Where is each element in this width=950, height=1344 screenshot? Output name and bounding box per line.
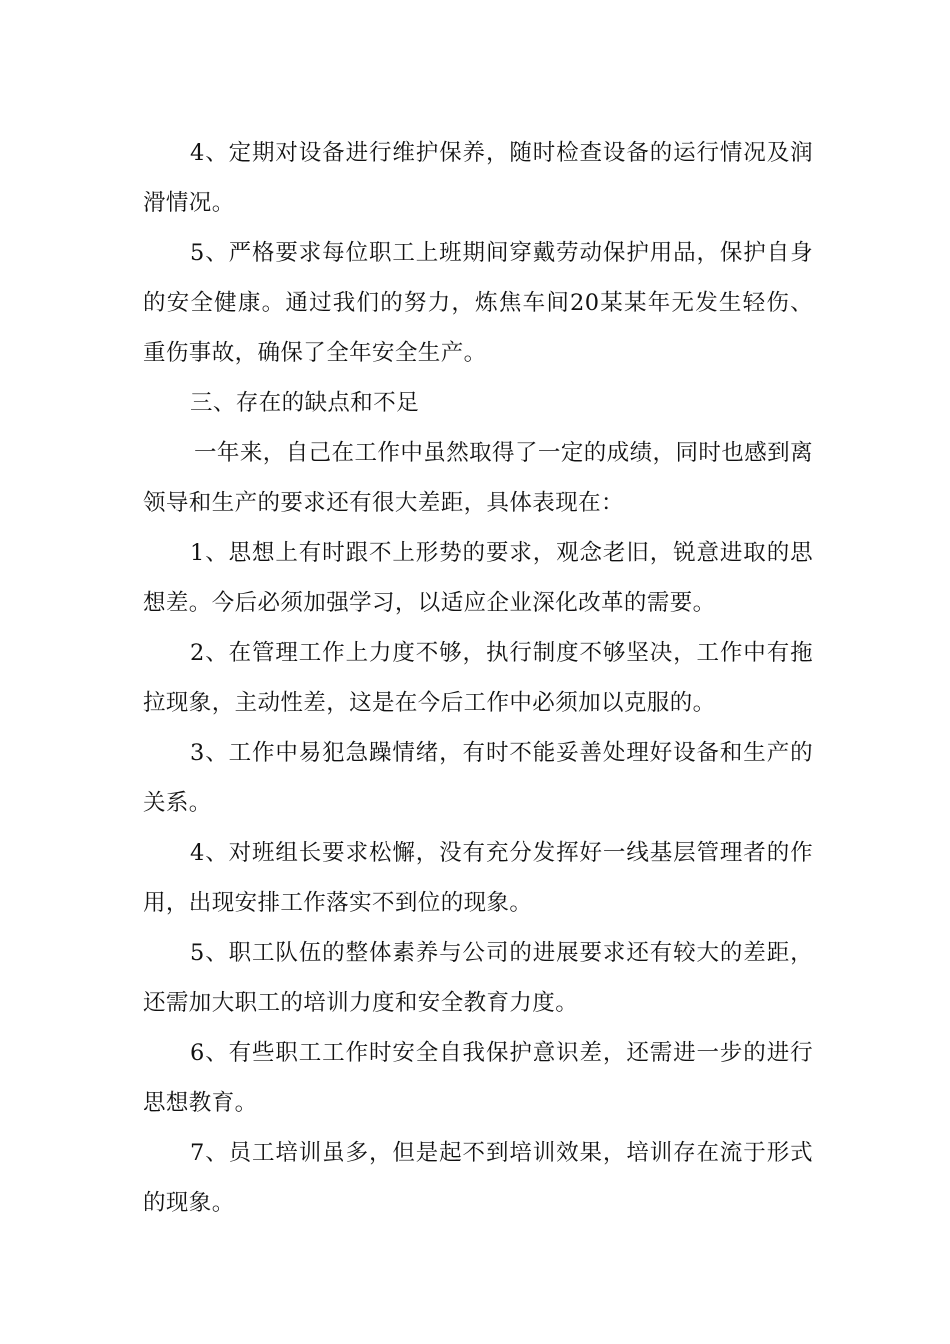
paragraph-item-2: 2、在管理工作上力度不够，执行制度不够坚决，工作中有拖拉现象，主动性差，这是在今后工作中必须加以克服的。 <box>143 640 813 716</box>
paragraph-item-4: 4、对班组长要求松懈，没有充分发挥好一线基层管理者的作用，出现安排工作落实不到位的现象。 <box>143 840 813 916</box>
paragraph-protective-equipment: 5、严格要求每位职工上班期间穿戴劳动保护用品，保护自身的安全健康。通过我们的努力，炼焦车间20某某年无发生轻伤、重伤事故，确保了全年安全生产。 <box>143 240 813 366</box>
paragraph-equipment-maintenance: 4、定期对设备进行维护保养，随时检查设备的运行情况及润滑情况。 <box>143 140 813 216</box>
paragraph-item-3: 3、工作中易犯急躁情绪，有时不能妥善处理好设备和生产的关系。 <box>143 740 813 816</box>
document-body <box>143 128 813 1228</box>
paragraph-item-1: 1、思想上有时跟不上形势的要求，观念老旧，锐意进取的思想差。今后必须加强学习，以适应企业深化改革的需要。 <box>143 540 813 616</box>
paragraph-item-5: 5、职工队伍的整体素养与公司的进展要求还有较大的差距，还需加大职工的培训力度和安全教育力度。 <box>143 940 813 1016</box>
paragraph-year-summary: 一年来，自己在工作中虽然取得了一定的成绩，同时也感到离领导和生产的要求还有很大差距，具体表现在： <box>143 440 813 516</box>
paragraph-item-7: 7、员工培训虽多，但是起不到培训效果，培训存在流于形式的现象。 <box>143 1140 813 1216</box>
paragraph-item-6: 6、有些职工工作时安全自我保护意识差，还需进一步的进行思想教育。 <box>143 1040 813 1116</box>
section-heading-shortcomings: 三、存在的缺点和不足 <box>190 390 420 416</box>
